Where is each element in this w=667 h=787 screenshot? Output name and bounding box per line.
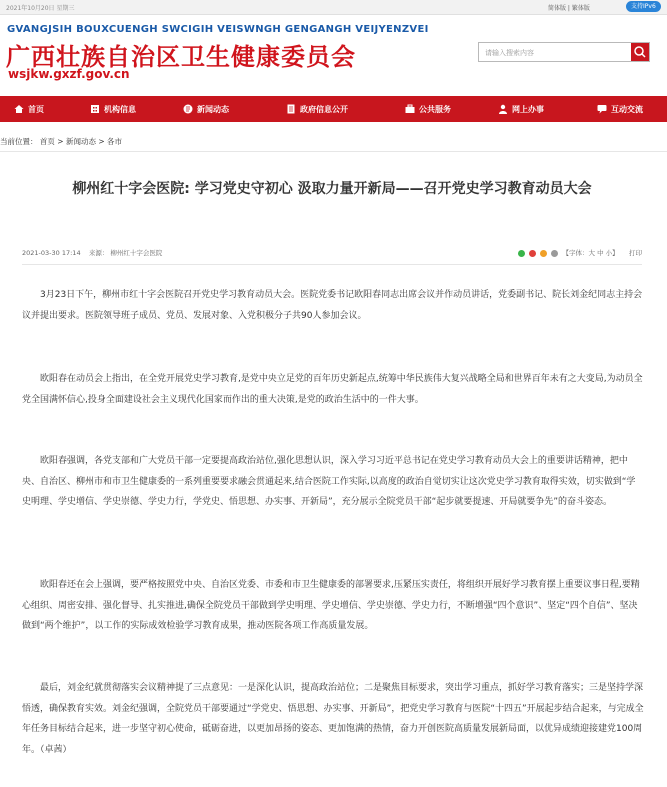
nav-label: 公共服务 xyxy=(419,104,451,114)
service-icon xyxy=(405,104,415,114)
qzone-share-icon[interactable] xyxy=(540,250,547,257)
article-paragraph: 欧阳春还在会上强调，要严格按照党中央、自治区党委、市委和市卫生健康委的部署要求,压紧压实责任，将组织开展好学习教育摆上重要议事日程,要精心组织、周密安排、强化督导、扎实推进,确保全院党员干部做到学史明理、学史增信、学史崇德、学史力行，不断增强“四个意识”、坚定“四个自信”、坚决做到“两个维护”，以工作的实际成效检验学习教育成果，推动医院各项工作高质量发展。 xyxy=(22,580,640,631)
nav-item-online-service[interactable] xyxy=(498,96,544,122)
nav-item-interaction[interactable] xyxy=(597,96,643,122)
article-paragraph: 3月23日下午，柳州市红十字会医院召开党史学习教育动员大会。医院党委书记欧阳春同志出席会议并作动员讲话，党委副书记、院长刘金纪同志主持会议并提出要求。医院领导班子成员、党员、发展对象、入党积极分子共90人参加会议。 xyxy=(22,290,643,321)
article-meta-right xyxy=(518,248,642,257)
news-icon xyxy=(183,104,193,114)
nav-label: 互动交流 xyxy=(611,104,643,114)
breadcrumb-item-news[interactable]: 新闻动态 xyxy=(65,137,96,146)
article-paragraph: 欧阳春在动员会上指出，在全党开展党史学习教育,是党中央立足党的百年历史新起点,统筹中华民族伟大复兴战略全局和世界百年未有之大变局,为动员全党全国满怀信心,投身全面建设社会主义现代化国家而作出的重大决策,是党的政治生活中的一件大事。 xyxy=(22,374,643,405)
search-button[interactable] xyxy=(631,43,649,61)
nav-item-news[interactable] xyxy=(183,96,229,122)
breadcrumb-separator: > xyxy=(98,137,105,146)
site-name-zhuang: GVANGJSIH BOUXCUENGH SWCIGIH VEISWNGH GENGANGH VEIJYENZVEI xyxy=(7,24,429,35)
font-size-control[interactable]: 【字体：大 中 小】 xyxy=(562,249,619,257)
article-date: 2021-03-30 17:14 xyxy=(22,249,81,257)
article-paragraph: 欧阳春强调，各党支部和广大党员干部一定要提高政治站位,强化思想认识，深入学习习近平总书记在党史学习教育动员大会上的重要讲话精神，把中央、自治区、柳州市和市卫生健康委的一系列重要要求融会贯通起来,结合医院工作实际,以高度的政治自觉切实让这次党史学习教育取得实效，切实做到“学史明理、学史增信、学史崇德、学史力行，学党史、悟思想、办实事、开新局”，充分展示全院党员干部“起步就要提速、开局就要争先”的奋斗姿态。 xyxy=(22,456,636,507)
search-box[interactable] xyxy=(478,42,650,62)
article-title: 柳州红十字会医院: 学习党史守初心 汲取力量开新局——召开党史学习教育动员大会 xyxy=(72,181,592,197)
site-title[interactable]: 广西壮族自治区卫生健康委员会 xyxy=(6,43,356,71)
main-nav xyxy=(0,96,667,122)
wechat-share-icon[interactable] xyxy=(518,250,525,257)
breadcrumb xyxy=(0,136,122,147)
nav-label: 政府信息公开 xyxy=(300,104,348,114)
breadcrumb-separator: > xyxy=(57,137,64,146)
nav-label: 首页 xyxy=(28,104,44,114)
article-source: 来源： 柳州红十字会医院 xyxy=(88,249,163,257)
building-icon xyxy=(90,104,100,114)
current-date: 2021年10月20日 星期三 xyxy=(6,5,75,12)
home-icon xyxy=(14,104,24,114)
ipv6-badge[interactable]: 支持IPv6 xyxy=(626,1,661,12)
more-share-icon[interactable] xyxy=(551,250,558,257)
nav-item-home[interactable] xyxy=(14,96,44,122)
document-icon xyxy=(286,104,296,114)
nav-item-public-service[interactable] xyxy=(405,96,451,122)
language-switch[interactable]: 简体版 | 繁体版 xyxy=(548,5,590,12)
online-icon xyxy=(498,104,508,114)
search-input[interactable]: 请输入搜索内容 xyxy=(485,49,534,57)
breadcrumb-item-city[interactable]: 各市 xyxy=(107,137,123,146)
article-meta-left xyxy=(22,248,162,257)
weibo-share-icon[interactable] xyxy=(529,250,536,257)
nav-item-institution[interactable] xyxy=(90,96,136,122)
breadcrumb-prefix: 当前位置： xyxy=(0,137,38,146)
nav-item-gov-info[interactable] xyxy=(286,96,348,122)
breadcrumb-item-home[interactable]: 首页 xyxy=(39,137,55,146)
nav-label: 机构信息 xyxy=(104,104,136,114)
chat-icon xyxy=(597,104,607,114)
divider xyxy=(0,151,667,152)
print-link[interactable]: 打印 xyxy=(629,249,642,257)
search-icon xyxy=(631,43,649,61)
site-domain: wsjkw.gxzf.gov.cn xyxy=(8,67,130,81)
divider xyxy=(22,264,642,265)
top-utility-bar xyxy=(0,0,667,15)
nav-label: 新闻动态 xyxy=(197,104,229,114)
article-paragraph: 最后，刘金纪就贯彻落实会议精神提了三点意见：一是深化认识，提高政治站位；二是聚焦目标要求，突出学习重点，抓好学习教育落实；三是坚持学深悟透，确保教育实效。刘金纪强调，全院党员干部要通过“学党史、悟思想、办实事、开新局”，把党史学习教育与医院“十四五”开展起步结合起来，与完成全年任务目标结合起来，进一步坚守初心使命，砥砺奋进，以更加昂扬的姿态、更加饱满的热情，奋力开创医院高质量发展新局面，以优异成绩迎接建党100周年。（卓茜） xyxy=(22,683,644,755)
nav-label: 网上办事 xyxy=(512,104,544,114)
